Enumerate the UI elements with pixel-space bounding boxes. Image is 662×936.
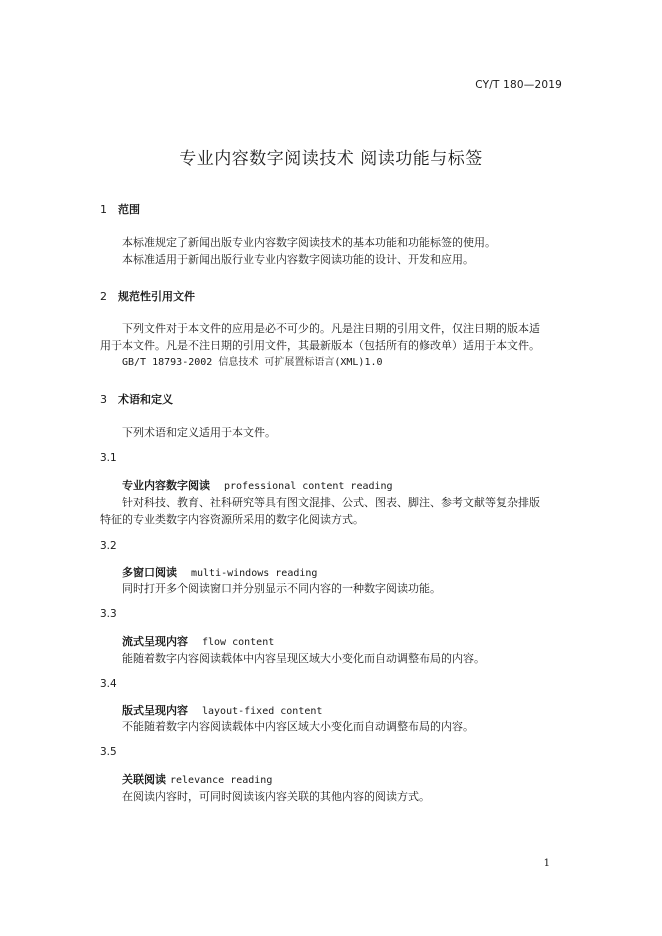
definition-line: 能随着数字内容阅读载体中内容呈现区域大小变化而自动调整布局的内容。 — [122, 652, 485, 665]
section-title: 术语和定义 — [118, 393, 173, 406]
section-number: 1 — [100, 203, 107, 216]
section-heading-normative-references — [100, 288, 195, 304]
term-chinese: 版式呈现内容 — [122, 704, 188, 717]
term-chinese: 多窗口阅读 — [122, 566, 177, 579]
standard-code: CY/T 180—2019 — [475, 79, 562, 91]
paragraph-line: 下列术语和定义适用于本文件。 — [122, 426, 276, 439]
section-body-scope — [100, 234, 564, 268]
term-chinese: 专业内容数字阅读 — [122, 479, 210, 492]
term-definition — [100, 580, 566, 597]
definition-line: 不能随着数字内容阅读载体中内容区域大小变化而自动调整布局的内容。 — [122, 720, 474, 733]
term-english: relevance reading — [170, 775, 273, 786]
term-english: flow content — [202, 637, 275, 648]
definition-line: 针对科技、教育、社科研究等具有图文混排、公式、图表、脚注、参考文献等复杂排版 — [122, 496, 540, 509]
section-title: 范围 — [118, 203, 140, 216]
term-definition — [100, 788, 566, 805]
term-number: 3.3 — [100, 608, 117, 620]
term-definition — [100, 494, 566, 528]
definition-line: 特征的专业类数字内容资源所采用的数字化阅读方式。 — [100, 513, 364, 526]
paragraph-line: 下列文件对于本文件的应用是必不可少的。凡是注日期的引用文件，仅注日期的版本适 — [122, 322, 540, 335]
term-english: layout-fixed content — [202, 706, 323, 717]
paragraph-line: 用于本文件。凡是不注日期的引用文件，其最新版本（包括所有的修改单）适用于本文件。 — [100, 339, 540, 352]
section-title: 规范性引用文件 — [118, 290, 195, 303]
term-number: 3.4 — [100, 678, 117, 690]
term-english: professional content reading — [224, 481, 393, 492]
term-number: 3.5 — [100, 746, 117, 758]
section-body-normative-references — [100, 320, 564, 371]
paragraph-line: 本标准规定了新闻出版专业内容数字阅读技术的基本功能和功能标签的使用。 — [122, 236, 496, 249]
term-heading — [122, 771, 272, 787]
term-chinese: 流式呈现内容 — [122, 635, 188, 648]
term-number: 3.2 — [100, 540, 117, 552]
section-heading-scope — [100, 201, 140, 217]
term-english: multi-windows reading — [191, 568, 318, 579]
page-number: 1 — [543, 858, 550, 869]
term-definition — [100, 718, 566, 735]
term-chinese: 关联阅读 — [122, 773, 166, 786]
term-definition — [100, 650, 566, 667]
term-heading — [122, 702, 322, 718]
section-intro-terms — [100, 424, 564, 441]
section-heading-terms-definitions — [100, 391, 173, 407]
term-heading — [122, 633, 274, 649]
document-title: 专业内容数字阅读技术 阅读功能与标签 — [179, 149, 483, 169]
term-heading — [122, 477, 393, 493]
definition-line: 在阅读内容时，可同时阅读该内容关联的其他内容的阅读方式。 — [122, 790, 430, 803]
reference-item: GB/T 18793-2002 信息技术 可扩展置标语言(XML)1.0 — [122, 357, 383, 368]
term-heading — [122, 564, 317, 580]
definition-line: 同时打开多个阅读窗口并分别显示不同内容的一种数字阅读功能。 — [122, 582, 441, 595]
paragraph-line: 本标准适用于新闻出版行业专业内容数字阅读功能的设计、开发和应用。 — [122, 253, 474, 266]
section-number: 2 — [100, 290, 107, 303]
term-number: 3.1 — [100, 452, 117, 464]
section-number: 3 — [100, 393, 107, 406]
